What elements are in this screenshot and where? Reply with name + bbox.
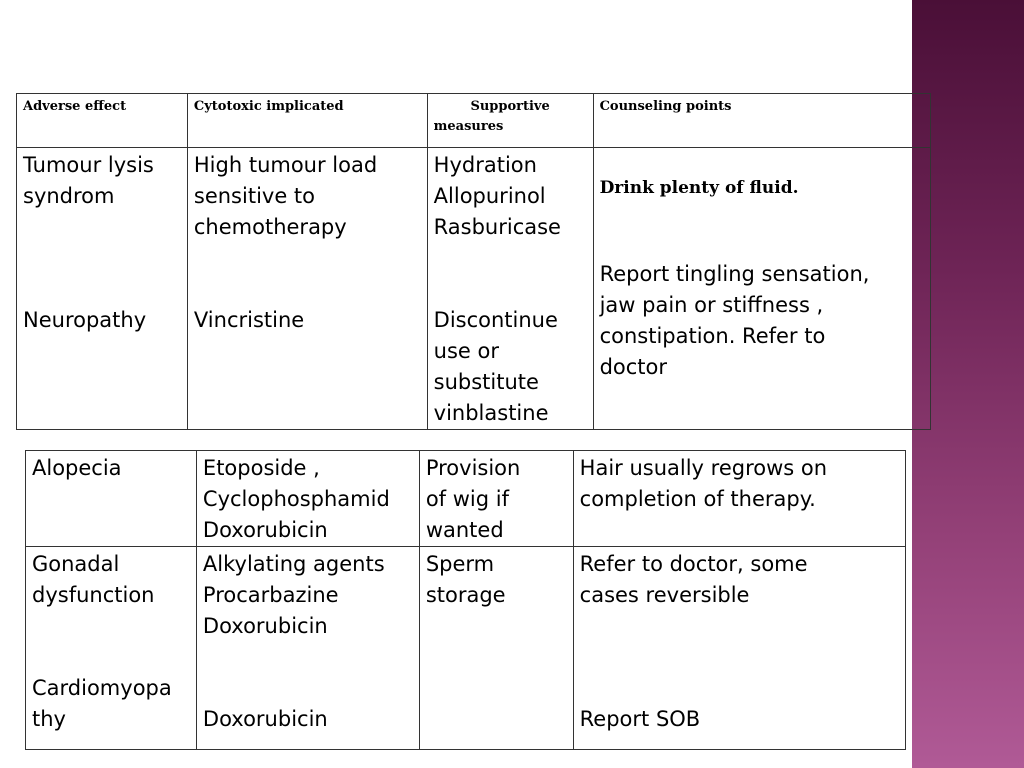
effect-gonadal-line2: dysfunction	[32, 583, 155, 607]
effect-cell	[17, 148, 188, 430]
cytotoxic-gonadal-line3: Doxorubicin	[202, 614, 328, 638]
supportive-tls-line2: Allopurinol	[433, 184, 546, 208]
counseling-neuropathy-line4: doctor	[599, 355, 668, 379]
adverse-effects-table-1	[16, 93, 931, 430]
cytotoxic-alopecia-line3: Doxorubicin	[202, 518, 328, 542]
counseling-tls: Drink plenty of fluid.	[599, 178, 799, 198]
counseling-neuropathy-line1: Report tingling sensation,	[599, 262, 870, 286]
effect-neuropathy: Neuropathy	[23, 308, 147, 332]
header-supportive	[427, 94, 593, 148]
table-row	[26, 547, 906, 750]
counseling-cell	[573, 547, 905, 750]
cytotoxic-alopecia-line2: Cyclophosphamid	[202, 487, 390, 511]
cytotoxic-alopecia-line1: Etoposide ,	[202, 456, 320, 480]
supportive-alopecia-line3: wanted	[425, 518, 504, 542]
supportive-cell	[419, 547, 573, 750]
header-counseling: Counseling points	[593, 94, 930, 148]
effect-cardiomyopathy-line1: Cardiomyopa	[32, 676, 172, 700]
counseling-neuropathy-line3: constipation. Refer to	[599, 324, 826, 348]
effect-cell	[26, 547, 197, 750]
supportive-neuropathy-line1: Discontinue	[433, 308, 558, 332]
counseling-cell	[593, 148, 930, 430]
cytotoxic-tls-line1: High tumour load	[193, 153, 378, 177]
cytotoxic-gonadal-line1: Alkylating agents	[202, 552, 385, 576]
effect-gonadal-line1: Gonadal	[32, 552, 120, 576]
supportive-gonadal-line2: storage	[425, 583, 506, 607]
adverse-effects-table-2	[25, 450, 906, 750]
effect-tls-line2: syndrom	[23, 184, 115, 208]
supportive-alopecia-line1: Provision	[425, 456, 521, 480]
supportive-cell	[419, 451, 573, 547]
header-supportive-line2: measures	[433, 119, 504, 134]
counseling-gonadal-line1: Refer to doctor, some	[579, 552, 808, 576]
effect-cell	[26, 451, 197, 547]
supportive-tls-line1: Hydration	[433, 153, 537, 177]
table-header-row	[17, 94, 931, 148]
cytotoxic-cell	[196, 547, 419, 750]
counseling-gonadal-line2: cases reversible	[579, 583, 750, 607]
cytotoxic-cell	[187, 148, 427, 430]
counseling-cardiomyopathy: Report SOB	[579, 707, 701, 731]
cytotoxic-tls-line2: sensitive to	[193, 184, 316, 208]
header-cytotoxic: Cytotoxic implicated	[187, 94, 427, 148]
effect-alopecia: Alopecia	[32, 456, 122, 480]
header-supportive-line1: Supportive	[470, 99, 550, 114]
header-adverse-effect: Adverse effect	[17, 94, 188, 148]
supportive-alopecia-line2: of wig if	[425, 487, 509, 511]
supportive-neuropathy-line4: vinblastine	[433, 401, 549, 425]
supportive-neuropathy-line3: substitute	[433, 370, 539, 394]
cytotoxic-cell	[196, 451, 419, 547]
table-row	[26, 451, 906, 547]
counseling-neuropathy-line2: jaw pain or stiffness ,	[599, 293, 824, 317]
counseling-cell	[573, 451, 905, 547]
supportive-gonadal-line1: Sperm	[425, 552, 495, 576]
cytotoxic-gonadal-line2: Procarbazine	[202, 583, 339, 607]
cytotoxic-neuropathy: Vincristine	[193, 308, 305, 332]
supportive-neuropathy-line2: use or	[433, 339, 499, 363]
table-row	[17, 148, 931, 430]
effect-tls-line1: Tumour lysis	[23, 153, 154, 177]
cytotoxic-cardiomyopathy: Doxorubicin	[202, 707, 328, 731]
supportive-cell	[427, 148, 593, 430]
counseling-alopecia-line1: Hair usually regrows on	[579, 456, 828, 480]
supportive-tls-line3: Rasburicase	[433, 215, 561, 239]
counseling-alopecia-line2: completion of therapy.	[579, 487, 816, 511]
effect-cardiomyopathy-line2: thy	[32, 707, 66, 731]
cytotoxic-tls-line3: chemotherapy	[193, 215, 347, 239]
